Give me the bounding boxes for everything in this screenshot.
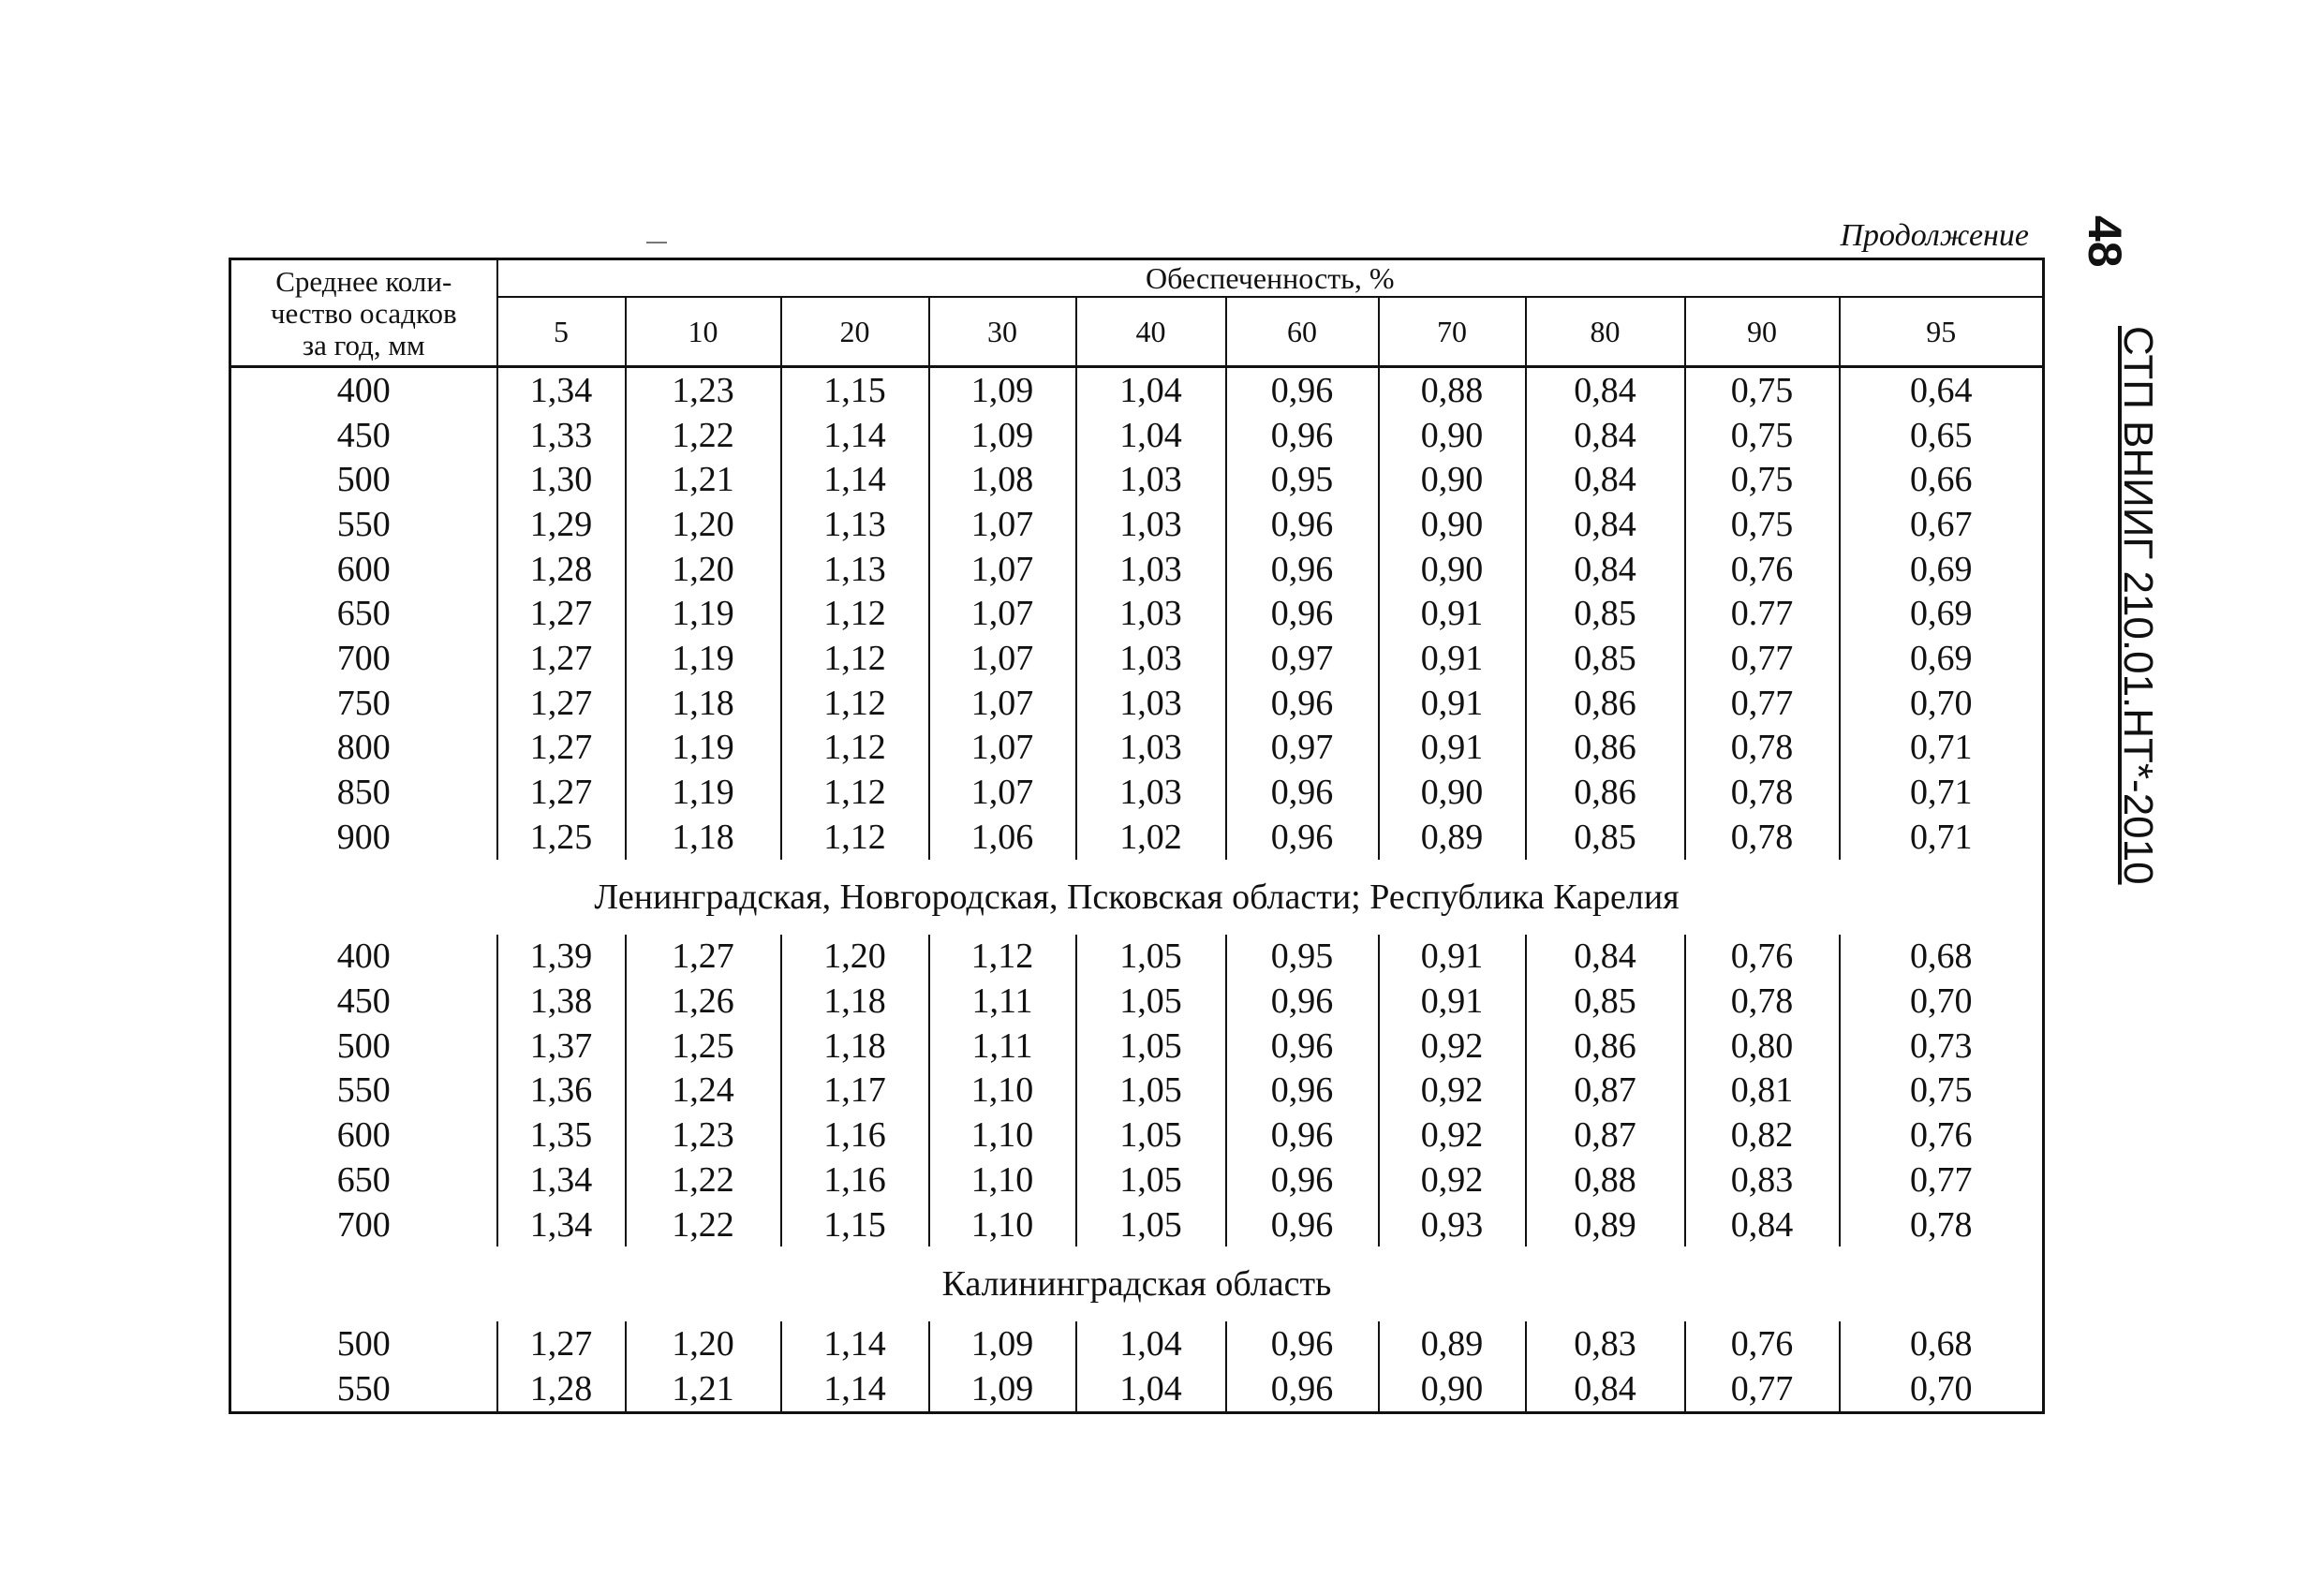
coefficient-cell: 0,78: [1685, 979, 1840, 1024]
coefficient-cell: 1,03: [1076, 726, 1226, 771]
coefficient-cell: 0,76: [1685, 1321, 1840, 1366]
coefficient-cell: 1,10: [929, 1113, 1076, 1158]
coefficient-cell: 0,77: [1685, 636, 1840, 681]
coefficient-cell: 0,84: [1685, 1202, 1840, 1247]
coefficient-cell: 1,05: [1076, 979, 1226, 1024]
coefficient-cell: 1,03: [1076, 770, 1226, 815]
precipitation-cell: 400: [336, 937, 391, 977]
coefficient-cell: 0,91: [1379, 591, 1526, 636]
coefficient-cell: 1,12: [929, 935, 1076, 980]
coefficient-cell: 1,14: [781, 1321, 929, 1366]
coefficient-cell: 0,96: [1226, 770, 1379, 815]
coefficient-cell: 1,14: [781, 457, 929, 502]
coefficient-cell: 1,27: [497, 726, 626, 771]
coefficient-cell: 0,84: [1526, 1366, 1685, 1412]
precipitation-cell: 800: [336, 728, 391, 768]
precipitation-cell: 500: [336, 1324, 391, 1364]
coefficient-cell: 1,19: [626, 591, 781, 636]
table-row: [230, 1366, 2044, 1412]
coefficient-cell: 0,77: [1685, 681, 1840, 726]
coefficient-cell: 0,90: [1379, 770, 1526, 815]
coefficient-cell: 1,35: [497, 1113, 626, 1158]
coefficient-cell: 1,15: [781, 1202, 929, 1247]
table-row: [230, 1158, 2044, 1202]
coefficient-cell: 0,91: [1379, 636, 1526, 681]
coefficient-cell: 0,68: [1840, 1321, 2044, 1366]
table-row: [230, 979, 2044, 1024]
precipitation-cell: 750: [336, 683, 391, 723]
coefficient-cell: 1,14: [781, 1366, 929, 1412]
table-body: [230, 367, 2044, 1413]
coefficient-cell: 0,90: [1379, 547, 1526, 592]
precipitation-cell: 850: [336, 773, 391, 813]
table-row: [230, 1069, 2044, 1114]
coefficient-cell: 1,03: [1076, 681, 1226, 726]
table-row: [230, 935, 2044, 980]
coefficient-cell: 0,86: [1526, 726, 1685, 771]
coefficient-cell: 0,88: [1379, 367, 1526, 413]
coefficient-cell: 1,04: [1076, 413, 1226, 458]
coefficient-cell: 0,90: [1379, 413, 1526, 458]
coefficient-cell: 0,96: [1226, 502, 1379, 547]
coefficient-cell: 0,87: [1526, 1069, 1685, 1114]
coefficient-cell: 0,96: [1226, 1024, 1379, 1069]
coefficient-cell: 1,16: [781, 1113, 929, 1158]
percentile-header: 70: [1379, 297, 1526, 367]
coefficient-cell: 1,25: [497, 815, 626, 860]
table-row: [230, 726, 2044, 771]
coefficient-cell: 1,05: [1076, 1202, 1226, 1247]
coefficient-cell: 0,78: [1840, 1202, 2044, 1247]
coefficient-cell: 1,15: [781, 367, 929, 413]
precipitation-cell: 450: [336, 415, 391, 455]
percentile-header: 20: [781, 297, 929, 367]
coefficient-cell: 0,91: [1379, 935, 1526, 980]
precipitation-cell: 550: [336, 504, 391, 544]
coefficient-cell: 1,10: [929, 1158, 1076, 1202]
coefficient-cell: 0,69: [1840, 591, 2044, 636]
precipitation-coefficient-table: [229, 258, 2045, 1414]
coefficient-cell: 0,76: [1840, 1113, 2044, 1158]
coefficient-cell: 0,64: [1840, 367, 2044, 413]
scan-mark: [646, 242, 667, 243]
coefficient-cell: 1,22: [626, 413, 781, 458]
coefficient-cell: 1,09: [929, 413, 1076, 458]
precipitation-cell: 500: [336, 1025, 391, 1066]
percentile-header: 10: [626, 297, 781, 367]
coefficient-cell: 1,30: [497, 457, 626, 502]
coefficient-cell: 0,76: [1685, 935, 1840, 980]
coefficient-cell: 1,27: [497, 770, 626, 815]
coefficient-cell: 1,07: [929, 726, 1076, 771]
coefficient-cell: 0,86: [1526, 1024, 1685, 1069]
coefficient-cell: 0,81: [1685, 1069, 1840, 1114]
coefficient-cell: 1,19: [626, 726, 781, 771]
percentile-header-row: [230, 297, 2044, 367]
table-row: [230, 1024, 2044, 1069]
coefficient-cell: 0,75: [1685, 413, 1840, 458]
coefficient-cell: 0,96: [1226, 367, 1379, 413]
coefficient-cell: 0,97: [1226, 726, 1379, 771]
coefficient-cell: 0,85: [1526, 815, 1685, 860]
precipitation-cell: 900: [336, 817, 391, 857]
coefficient-cell: 1,19: [626, 770, 781, 815]
coefficient-cell: 0,71: [1840, 726, 2044, 771]
coefficient-cell: 0,86: [1526, 770, 1685, 815]
region-heading-row: [230, 1246, 2044, 1321]
percentile-header: 5: [497, 297, 626, 367]
coefficient-cell: 1,34: [497, 367, 626, 413]
coefficient-cell: 0,92: [1379, 1069, 1526, 1114]
table-row: [230, 367, 2044, 413]
coefficient-cell: 1,36: [497, 1069, 626, 1114]
coefficient-cell: 1,10: [929, 1202, 1076, 1247]
coefficient-cell: 1,23: [626, 1113, 781, 1158]
coefficient-cell: 1,37: [497, 1024, 626, 1069]
coefficient-cell: 0,87: [1526, 1113, 1685, 1158]
coefficient-cell: 0,96: [1226, 413, 1379, 458]
coefficient-cell: 1,19: [626, 636, 781, 681]
coefficient-cell: 0,96: [1226, 1113, 1379, 1158]
probability-group-header: Обеспеченность, %: [497, 259, 2044, 298]
coefficient-cell: 1,03: [1076, 591, 1226, 636]
coefficient-cell: 0,69: [1840, 547, 2044, 592]
coefficient-cell: 0,84: [1526, 502, 1685, 547]
precipitation-cell: 400: [336, 370, 391, 410]
coefficient-cell: 0,96: [1226, 1366, 1379, 1412]
coefficient-cell: 1,11: [929, 979, 1076, 1024]
coefficient-cell: 1,17: [781, 1069, 929, 1114]
coefficient-cell: 1,23: [626, 367, 781, 413]
coefficient-cell: 0,96: [1226, 591, 1379, 636]
coefficient-cell: 1,03: [1076, 547, 1226, 592]
coefficient-cell: 0,85: [1526, 636, 1685, 681]
precipitation-column-header: [230, 259, 497, 367]
coefficient-cell: 1,09: [929, 367, 1076, 413]
coefficient-cell: 0,91: [1379, 681, 1526, 726]
percentile-header: 80: [1526, 297, 1685, 367]
coefficient-cell: 1,34: [497, 1202, 626, 1247]
coefficient-cell: 1,34: [497, 1158, 626, 1202]
coefficient-cell: 0.77: [1685, 591, 1840, 636]
coefficient-cell: 1,13: [781, 547, 929, 592]
coefficient-cell: 0,84: [1526, 547, 1685, 592]
coefficient-cell: 0,78: [1685, 726, 1840, 771]
percentile-header: 30: [929, 297, 1076, 367]
precipitation-cell: 500: [336, 460, 391, 500]
coefficient-cell: 1,04: [1076, 1366, 1226, 1412]
coefficient-cell: 1,27: [626, 935, 781, 980]
percentile-header: 40: [1076, 297, 1226, 367]
coefficient-cell: 1,07: [929, 591, 1076, 636]
table-row: [230, 502, 2044, 547]
precipitation-cell: 550: [336, 1368, 391, 1409]
coefficient-cell: 0,96: [1226, 815, 1379, 860]
coefficient-cell: 1,28: [497, 547, 626, 592]
coefficient-cell: 1,04: [1076, 367, 1226, 413]
coefficient-cell: 0,97: [1226, 636, 1379, 681]
coefficient-cell: 1,27: [497, 1321, 626, 1366]
coefficient-cell: 0,89: [1379, 815, 1526, 860]
coefficient-cell: 0,69: [1840, 636, 2044, 681]
coefficient-cell: 0,96: [1226, 1158, 1379, 1202]
coefficient-cell: 1,20: [626, 1321, 781, 1366]
coefficient-cell: 0,96: [1226, 1202, 1379, 1247]
coefficient-cell: 0,96: [1226, 1069, 1379, 1114]
table-row: [230, 413, 2044, 458]
corner-header-line: чество осадков: [270, 297, 457, 330]
coefficient-cell: 0,96: [1226, 1321, 1379, 1366]
coefficient-cell: 0,86: [1526, 681, 1685, 726]
coefficient-cell: 1,16: [781, 1158, 929, 1202]
coefficient-cell: 0,91: [1379, 979, 1526, 1024]
coefficient-cell: 0,92: [1379, 1158, 1526, 1202]
coefficient-cell: 1,27: [497, 681, 626, 726]
coefficient-cell: 0,83: [1685, 1158, 1840, 1202]
coefficient-cell: 1,21: [626, 457, 781, 502]
precipitation-cell: 600: [336, 549, 391, 589]
coefficient-cell: 1,13: [781, 502, 929, 547]
region-heading: Калининградская область: [941, 1264, 1332, 1305]
coefficient-cell: 1,02: [1076, 815, 1226, 860]
coefficient-cell: 1,12: [781, 591, 929, 636]
coefficient-cell: 0,90: [1379, 502, 1526, 547]
coefficient-cell: 1,05: [1076, 1069, 1226, 1114]
coefficient-cell: 0,75: [1840, 1069, 2044, 1114]
coefficient-cell: 1,14: [781, 413, 929, 458]
coefficient-cell: 0,96: [1226, 979, 1379, 1024]
coefficient-cell: 0,71: [1840, 815, 2044, 860]
table-row: [230, 636, 2044, 681]
coefficient-cell: 0,76: [1685, 547, 1840, 592]
coefficient-cell: 1,03: [1076, 636, 1226, 681]
coefficient-cell: 0,90: [1379, 457, 1526, 502]
coefficient-cell: 1,18: [626, 815, 781, 860]
coefficient-cell: 0,70: [1840, 979, 2044, 1024]
corner-header-line: Среднее коли-: [275, 265, 452, 298]
coefficient-cell: 1,05: [1076, 1158, 1226, 1202]
coefficient-cell: 0,89: [1526, 1202, 1685, 1247]
coefficient-cell: 1,22: [626, 1158, 781, 1202]
coefficient-cell: 1,27: [497, 636, 626, 681]
coefficient-cell: 0,84: [1526, 367, 1685, 413]
coefficient-cell: 0,70: [1840, 681, 2044, 726]
precipitation-cell: 700: [336, 638, 391, 678]
coefficient-cell: 1,22: [626, 1202, 781, 1247]
coefficient-cell: 1,33: [497, 413, 626, 458]
coefficient-cell: 0,95: [1226, 935, 1379, 980]
precipitation-cell: 650: [336, 594, 391, 634]
coefficient-cell: 1,20: [626, 502, 781, 547]
coefficient-cell: 0,80: [1685, 1024, 1840, 1069]
coefficient-cell: 0,70: [1840, 1366, 2044, 1412]
coefficient-cell: 0,66: [1840, 457, 2044, 502]
coefficient-cell: 1,29: [497, 502, 626, 547]
table-row: [230, 1202, 2044, 1247]
table-row: [230, 815, 2044, 860]
page-number: 48: [2079, 215, 2131, 268]
coefficient-cell: 0,68: [1840, 935, 2044, 980]
precipitation-cell: 550: [336, 1070, 391, 1111]
coefficient-cell: 1,28: [497, 1366, 626, 1412]
coefficient-cell: 1,04: [1076, 1321, 1226, 1366]
percentile-header: 95: [1840, 297, 2044, 367]
coefficient-cell: 0,75: [1685, 502, 1840, 547]
coefficient-cell: 1,07: [929, 681, 1076, 726]
precipitation-cell: 450: [336, 981, 391, 1022]
coefficient-cell: 1,26: [626, 979, 781, 1024]
coefficient-cell: 0,78: [1685, 815, 1840, 860]
coefficient-cell: 1,05: [1076, 1113, 1226, 1158]
coefficient-cell: 0,65: [1840, 413, 2044, 458]
table-row: [230, 1113, 2044, 1158]
coefficient-cell: 0,85: [1526, 979, 1685, 1024]
region-heading-row: [230, 860, 2044, 935]
coefficient-cell: 1,11: [929, 1024, 1076, 1069]
coefficient-cell: 1,39: [497, 935, 626, 980]
coefficient-cell: 1,09: [929, 1321, 1076, 1366]
coefficient-cell: 1,18: [781, 979, 929, 1024]
coefficient-cell: 0,93: [1379, 1202, 1526, 1247]
coefficient-cell: 1,12: [781, 726, 929, 771]
table-row: [230, 1321, 2044, 1366]
coefficient-cell: 0,75: [1685, 367, 1840, 413]
coefficient-cell: 1,12: [781, 815, 929, 860]
coefficient-cell: 0,92: [1379, 1113, 1526, 1158]
coefficient-cell: 1,25: [626, 1024, 781, 1069]
coefficient-cell: 0,77: [1685, 1366, 1840, 1412]
coefficient-cell: 1,27: [497, 591, 626, 636]
coefficient-cell: 1,07: [929, 636, 1076, 681]
coefficient-cell: 0,78: [1685, 770, 1840, 815]
coefficient-cell: 1,03: [1076, 502, 1226, 547]
coefficient-cell: 1,10: [929, 1069, 1076, 1114]
corner-header-line: за год, мм: [302, 329, 425, 361]
coefficient-cell: 1,20: [781, 935, 929, 980]
coefficient-cell: 0,84: [1526, 935, 1685, 980]
coefficient-cell: 0,91: [1379, 726, 1526, 771]
precipitation-cell: 700: [336, 1204, 391, 1245]
coefficient-cell: 0,85: [1526, 591, 1685, 636]
precipitation-cell: 650: [336, 1159, 391, 1200]
coefficient-cell: 1,12: [781, 636, 929, 681]
coefficient-cell: 1,18: [781, 1024, 929, 1069]
coefficient-cell: 1,20: [626, 547, 781, 592]
coefficient-cell: 1,18: [626, 681, 781, 726]
coefficient-cell: 0,84: [1526, 413, 1685, 458]
coefficient-cell: 0,89: [1379, 1321, 1526, 1366]
coefficient-cell: 1,07: [929, 502, 1076, 547]
coefficient-cell: 0,75: [1685, 457, 1840, 502]
coefficient-cell: 1,06: [929, 815, 1076, 860]
coefficient-cell: 1,05: [1076, 1024, 1226, 1069]
coefficient-cell: 0,67: [1840, 502, 2044, 547]
coefficient-cell: 0,71: [1840, 770, 2044, 815]
precipitation-cell: 600: [336, 1115, 391, 1156]
document-code: СТП ВНИИГ 210.01.НТ*-2010: [2115, 326, 2161, 885]
coefficient-cell: 0,96: [1226, 547, 1379, 592]
coefficient-cell: 1,07: [929, 547, 1076, 592]
coefficient-cell: 1,38: [497, 979, 626, 1024]
table-row: [230, 770, 2044, 815]
coefficient-cell: 1,05: [1076, 935, 1226, 980]
coefficient-cell: 0,92: [1379, 1024, 1526, 1069]
coefficient-cell: 1,12: [781, 681, 929, 726]
coefficient-cell: 1,12: [781, 770, 929, 815]
coefficient-cell: 1,09: [929, 1366, 1076, 1412]
continuation-label: Продолжение: [1840, 218, 2029, 253]
region-heading: Ленинградская, Новгородская, Псковская области; Республика Карелия: [594, 877, 1680, 917]
percentile-header: 90: [1685, 297, 1840, 367]
table-row: [230, 547, 2044, 592]
table-row: [230, 591, 2044, 636]
coefficient-cell: 0,88: [1526, 1158, 1685, 1202]
coefficient-cell: 0,83: [1526, 1321, 1685, 1366]
coefficient-cell: 0,90: [1379, 1366, 1526, 1412]
coefficient-cell: 1,07: [929, 770, 1076, 815]
percentile-header: 60: [1226, 297, 1379, 367]
coefficient-cell: 1,03: [1076, 457, 1226, 502]
coefficient-cell: 0,73: [1840, 1024, 2044, 1069]
table-row: [230, 457, 2044, 502]
coefficient-cell: 0,82: [1685, 1113, 1840, 1158]
coefficient-cell: 1,21: [626, 1366, 781, 1412]
coefficient-cell: 1,08: [929, 457, 1076, 502]
coefficient-cell: 0,96: [1226, 681, 1379, 726]
coefficient-cell: 0,77: [1840, 1158, 2044, 1202]
table-row: [230, 681, 2044, 726]
coefficient-cell: 0,84: [1526, 457, 1685, 502]
coefficient-cell: 0,95: [1226, 457, 1379, 502]
coefficient-cell: 1,24: [626, 1069, 781, 1114]
